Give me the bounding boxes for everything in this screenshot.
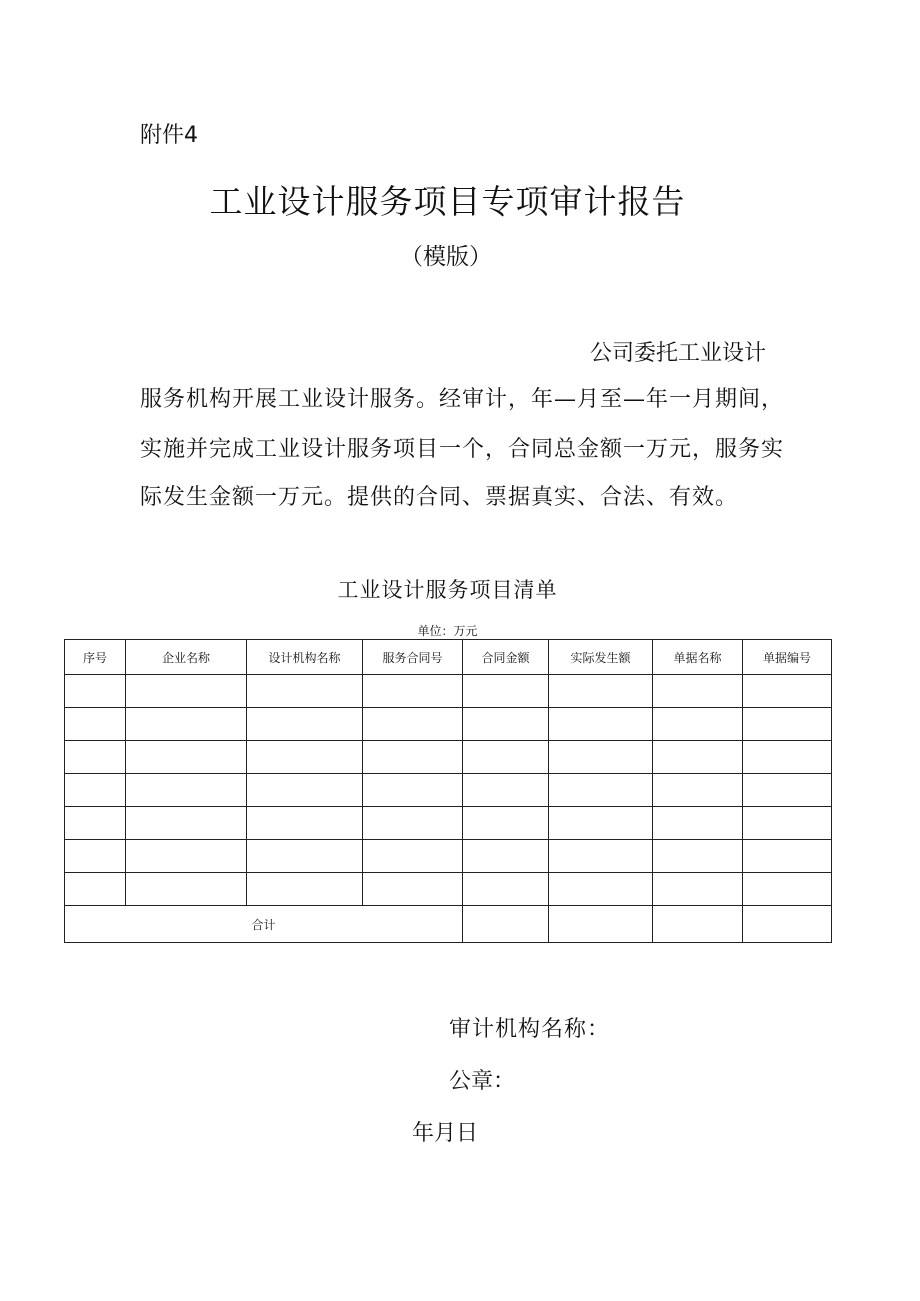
- attachment-label: 附件4: [140, 123, 198, 148]
- table-cell: [653, 873, 743, 906]
- table-cell: [65, 873, 126, 906]
- table-cell: [363, 873, 463, 906]
- column-header: 合同金额: [463, 640, 549, 675]
- table-cell: [247, 840, 363, 873]
- table-cell: [549, 840, 653, 873]
- table-row: [65, 708, 832, 741]
- table-cell: [549, 873, 653, 906]
- column-header: 单据编号: [743, 640, 832, 675]
- table-cell: [126, 708, 247, 741]
- table-cell: [549, 807, 653, 840]
- body-line-1: 公司委托工业设计: [590, 341, 767, 366]
- table-cell: [463, 774, 549, 807]
- table-cell: [363, 774, 463, 807]
- table-cell: [743, 840, 832, 873]
- table-cell: [65, 840, 126, 873]
- table-cell: [463, 840, 549, 873]
- table-cell: [463, 708, 549, 741]
- total-cell: [549, 906, 653, 943]
- table-row: [65, 873, 832, 906]
- table-cell: [126, 741, 247, 774]
- table-cell: [126, 873, 247, 906]
- table-cell: [247, 708, 363, 741]
- table-cell: [65, 774, 126, 807]
- table-cell: [549, 708, 653, 741]
- table-header-row: [65, 640, 832, 675]
- table-cell: [363, 807, 463, 840]
- list-title: 工业设计服务项目清单: [337, 578, 558, 602]
- table-cell: [463, 675, 549, 708]
- table-cell: [363, 675, 463, 708]
- table-cell: [549, 774, 653, 807]
- column-header: 单据名称: [653, 640, 743, 675]
- table-cell: [65, 675, 126, 708]
- column-header: 序号: [65, 640, 126, 675]
- column-header: 服务合同号: [363, 640, 463, 675]
- table-cell: [743, 741, 832, 774]
- table-cell: [247, 774, 363, 807]
- table-cell: [653, 807, 743, 840]
- table-cell: [653, 840, 743, 873]
- table-cell: [65, 708, 126, 741]
- body-line-3: 实施并完成工业设计服务项目一个，合同总金额一万元，服务实: [140, 437, 785, 462]
- table-cell: [247, 741, 363, 774]
- body-line-4: 际发生金额一万元。提供的合同、票据真实、合法、有效。: [140, 485, 739, 510]
- total-cell: [463, 906, 549, 943]
- table-row: [65, 807, 832, 840]
- table-cell: [463, 741, 549, 774]
- table-cell: [126, 840, 247, 873]
- table-cell: [743, 675, 832, 708]
- date-label: 年月日: [412, 1121, 479, 1146]
- column-header: 企业名称: [126, 640, 247, 675]
- total-row: [65, 906, 832, 943]
- table-cell: [65, 741, 126, 774]
- table-row: [65, 774, 832, 807]
- total-label: 合计: [65, 906, 463, 943]
- total-cell: [743, 906, 832, 943]
- project-list-table: [64, 639, 832, 943]
- table-cell: [743, 807, 832, 840]
- table-row: [65, 840, 832, 873]
- table-cell: [743, 708, 832, 741]
- document-title: 工业设计服务项目专项审计报告: [209, 182, 686, 221]
- column-header: 设计机构名称: [247, 640, 363, 675]
- table-cell: [549, 675, 653, 708]
- table-cell: [247, 873, 363, 906]
- column-header: 实际发生额: [549, 640, 653, 675]
- official-seal-label: 公章：: [449, 1069, 516, 1094]
- table-row: [65, 741, 832, 774]
- table-cell: [549, 741, 653, 774]
- table-cell: [653, 741, 743, 774]
- table-cell: [743, 873, 832, 906]
- table-row: [65, 675, 832, 708]
- unit-label: 单位：万元: [417, 624, 478, 638]
- table-cell: [126, 807, 247, 840]
- table-cell: [65, 807, 126, 840]
- table-cell: [247, 675, 363, 708]
- table-cell: [463, 873, 549, 906]
- table-cell: [126, 774, 247, 807]
- total-cell: [653, 906, 743, 943]
- table-cell: [463, 807, 549, 840]
- table-cell: [743, 774, 832, 807]
- table-cell: [653, 774, 743, 807]
- table-cell: [653, 708, 743, 741]
- table-cell: [126, 675, 247, 708]
- table-cell: [653, 675, 743, 708]
- table-cell: [363, 840, 463, 873]
- table-cell: [363, 708, 463, 741]
- table-cell: [247, 807, 363, 840]
- table-cell: [363, 741, 463, 774]
- document-subtitle: （模版）: [400, 244, 492, 270]
- body-line-2: 服务机构开展工业设计服务。经审计，年—月至—年一月期间，: [140, 387, 785, 412]
- audit-firm-name-label: 审计机构名称：: [449, 1017, 611, 1042]
